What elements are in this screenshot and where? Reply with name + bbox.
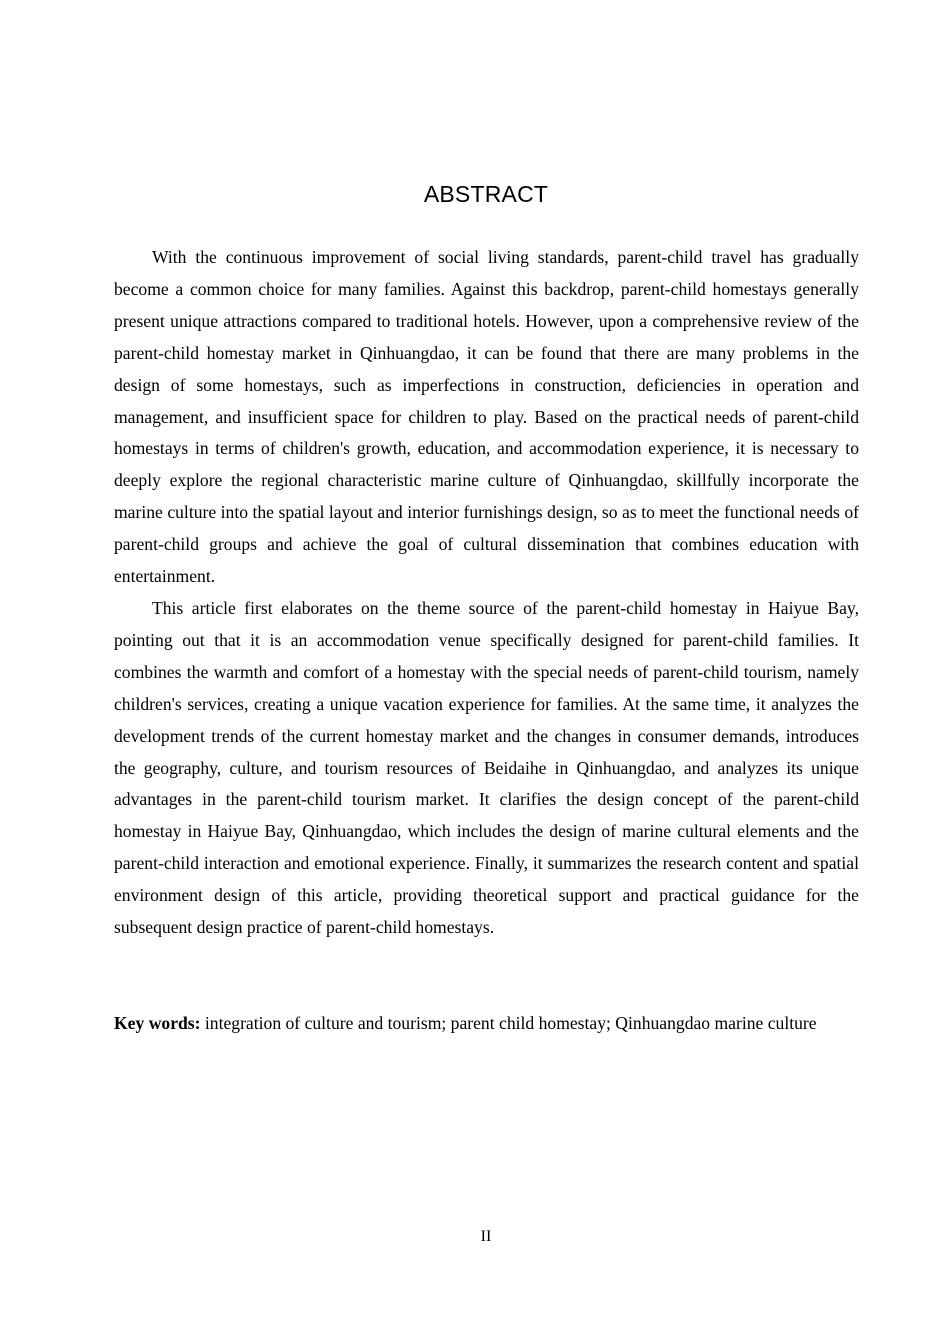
keywords-line (114, 1008, 859, 1040)
abstract-body (114, 242, 859, 944)
keywords-text: integration of culture and tourism; parent child homestay; Qinhuangdao marine culture (200, 1013, 817, 1033)
keywords-label: Key words: (114, 1013, 201, 1033)
abstract-paragraph-1: With the continuous improvement of social living standards, parent-child travel has gradually become a common choice for many families. Against this backdrop, parent-child homestays generally present unique attractions compared to traditional hotels. However, upon a comprehensive review of the parent-child homestay market in Qinhuangdao, it can be found that there are many problems in the design of some homestays, such as imperfections in construction, deficiencies in operation and management, and insufficient space for children to play. Based on the practical needs of parent-child homestays in terms of children's growth, education, and accommodation experience, it is necessary to deeply explore the regional characteristic marine culture of Qinhuangdao, skillfully incorporate the marine culture into the spatial layout and interior furnishings design, so as to meet the functional needs of parent-child groups and achieve the goal of cultural dissemination that combines education with entertainment. (114, 247, 859, 587)
abstract-paragraph-2: This article first elaborates on the theme source of the parent-child homestay in Haiyue Bay, pointing out that it is an accommodation venue specifically designed for parent-child families. It combines the warmth and comfort of a homestay with the special needs of parent-child tourism, namely children's services, creating a unique vacation experience for families. At the same time, it analyzes the development trends of the current homestay market and the changes in consumer demands, introduces the geography, culture, and tourism resources of Beidaihe in Qinhuangdao, and analyzes its unique advantages in the parent-child tourism market. It clarifies the design concept of the parent-child homestay in Haiyue Bay, Qinhuangdao, which includes the design of marine cultural elements and the parent-child interaction and emotional experience. Finally, it summarizes the research content and spatial environment design of this article, providing theoretical support and practical guidance for the subsequent design practice of parent-child homestays. (114, 597, 859, 938)
abstract-title: ABSTRACT (423, 181, 549, 207)
page-number: II (480, 1228, 492, 1245)
